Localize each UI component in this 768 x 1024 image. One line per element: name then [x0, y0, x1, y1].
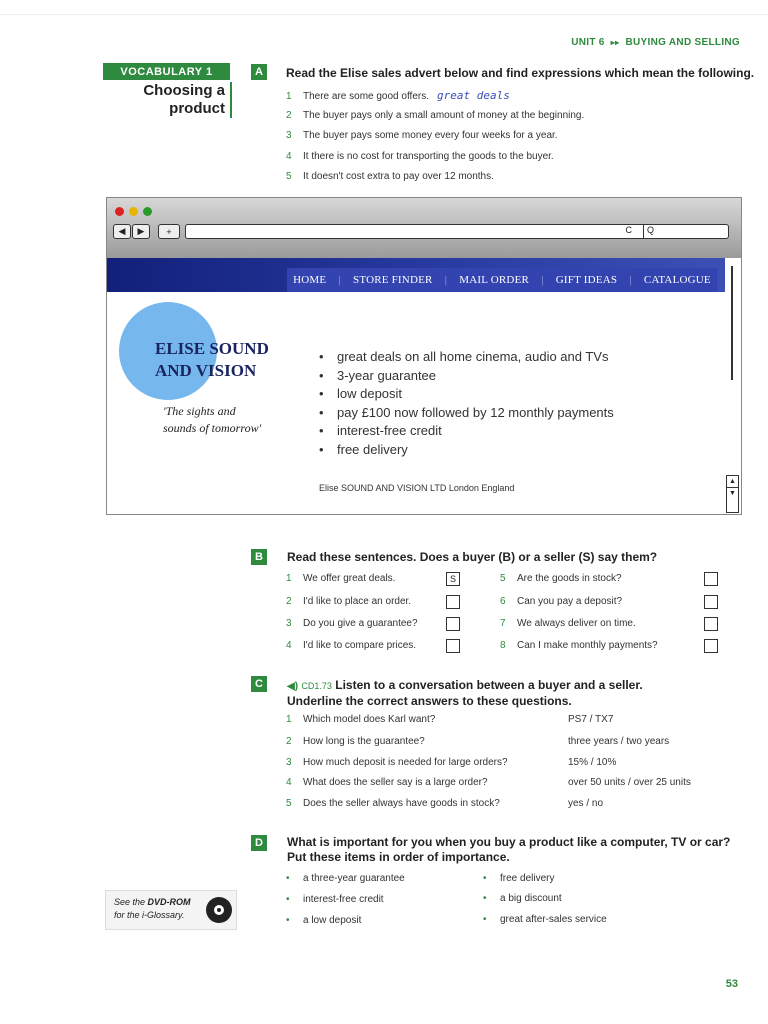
section-c-question: 4 What does the seller say is a large order?: [286, 777, 488, 788]
section-c-options[interactable]: 15% / 10%: [568, 757, 617, 768]
answer-checkbox[interactable]: [704, 572, 718, 586]
handwritten-answer: great deals: [437, 89, 510, 102]
dvd-rom-text: See the DVD-ROM for the i-Glossary.: [114, 897, 191, 920]
section-a-letter: A: [251, 64, 267, 80]
section-b-item: 7 We always deliver on time.: [500, 618, 636, 629]
nav-mail-order[interactable]: MAIL ORDER: [459, 274, 530, 286]
section-c-question: 2 How long is the guarantee?: [286, 736, 425, 747]
reload-icon[interactable]: C: [625, 225, 632, 235]
section-d-heading: What is important for you when you buy a product like a computer, TV or car? Put these items in order of importance.: [287, 835, 731, 864]
page-number: 53: [725, 978, 738, 990]
section-b-item: 1 We offer great deals.: [286, 573, 396, 584]
section-d-item: • free delivery: [483, 873, 555, 884]
answer-checkbox[interactable]: [704, 617, 718, 631]
section-c-options[interactable]: PS7 / TX7: [568, 714, 614, 725]
close-dot-icon[interactable]: [115, 207, 124, 216]
nav-gift-ideas[interactable]: GIFT IDEAS: [555, 274, 618, 286]
unit-number: UNIT 6: [571, 37, 605, 48]
answer-checkbox[interactable]: [446, 639, 460, 653]
section-d-item: • interest-free credit: [286, 894, 384, 905]
tagline: 'The sights and sounds of tomorrow': [163, 404, 262, 435]
double-arrow-icon: ▸▸: [610, 38, 620, 47]
section-a-heading: Read the Elise sales advert below and find expressions which mean the following.: [286, 66, 755, 80]
scroll-track[interactable]: [731, 266, 733, 380]
advert-bullets: [319, 348, 614, 460]
section-b-heading: Read these sentences. Does a buyer (B) or a seller (S) say them?: [287, 550, 658, 564]
disc-icon: [206, 897, 232, 923]
section-c-options[interactable]: three years / two years: [568, 736, 670, 747]
address-bar[interactable]: [185, 224, 729, 239]
section-title: Choosing a product: [103, 82, 232, 118]
cd-track: CD1.73: [301, 681, 332, 691]
section-c-heading: ◀) CD1.73 Listen to a conversation between a buyer and a seller. Underline the correct answers to these questions.: [287, 678, 643, 708]
section-a-item: 2 The buyer pays only a small amount of money at the beginning.: [286, 110, 585, 121]
answer-checkbox[interactable]: [704, 639, 718, 653]
section-c-question: 5 Does the seller always have goods in stock?: [286, 798, 500, 809]
section-d-item: • a low deposit: [286, 915, 362, 926]
section-d-item: • a three-year guarantee: [286, 873, 405, 884]
section-b-item: 5 Are the goods in stock?: [500, 573, 622, 584]
answer-checkbox[interactable]: [446, 617, 460, 631]
list-item: • 3-year guarantee: [319, 367, 614, 386]
answer-checkbox[interactable]: [704, 595, 718, 609]
nav-home[interactable]: HOME: [293, 274, 327, 286]
maximize-dot-icon[interactable]: [143, 207, 152, 216]
section-c-question: 3 How much deposit is needed for large orders?: [286, 757, 508, 768]
scrollbar[interactable]: [726, 475, 739, 513]
section-a-item: 5 It doesn't cost extra to pay over 12 months.: [286, 171, 494, 182]
section-a-item: 3 The buyer pays some money every four weeks for a year.: [286, 130, 558, 141]
site-navbar: [107, 258, 725, 292]
unit-topic: BUYING AND SELLING: [625, 37, 740, 48]
forward-arrow-icon[interactable]: ▶: [132, 224, 150, 239]
section-b-letter: B: [251, 549, 267, 565]
list-item: • free delivery: [319, 441, 614, 460]
section-c-options[interactable]: yes / no: [568, 798, 604, 809]
section-b-item: 6 Can you pay a deposit?: [500, 596, 623, 607]
browser-toolbar: [107, 198, 741, 258]
list-item: • great deals on all home cinema, audio and TVs: [319, 348, 614, 367]
unit-header: [571, 37, 740, 48]
section-a-item: 1 There are some good offers. great deals: [286, 89, 510, 102]
section-d-item: • a big discount: [483, 893, 562, 904]
section-b-item: 4 I'd like to compare prices.: [286, 640, 417, 651]
divider: |: [338, 274, 341, 286]
top-rule: [0, 14, 768, 15]
divider: |: [541, 274, 544, 286]
nav-links: [287, 268, 717, 292]
section-d-item: • great after-sales service: [483, 914, 607, 925]
brand-name: ELISE SOUND AND VISION: [155, 339, 269, 380]
section-b-item: 3 Do you give a guarantee?: [286, 618, 418, 629]
divider: [643, 224, 644, 238]
audio-icon[interactable]: ◀): [287, 681, 299, 692]
section-b-item: 8 Can I make monthly payments?: [500, 640, 658, 651]
divider: |: [629, 274, 632, 286]
list-item: • pay £100 now followed by 12 monthly payments: [319, 404, 614, 423]
back-arrow-icon[interactable]: ◀: [113, 224, 131, 239]
advert-footer: Elise SOUND AND VISION LTD London England: [319, 483, 515, 493]
nav-store-finder[interactable]: STORE FINDER: [353, 274, 433, 286]
browser-window: [106, 197, 742, 515]
section-c-options[interactable]: over 50 units / over 25 units: [568, 777, 691, 788]
search-icon[interactable]: Q: [646, 225, 654, 235]
section-b-item: 2 I'd like to place an order.: [286, 596, 412, 607]
section-c-question: 1 Which model does Karl want?: [286, 714, 436, 725]
add-tab-button[interactable]: +: [158, 224, 180, 239]
dvd-rom-note: [105, 890, 237, 930]
list-item: • interest-free credit: [319, 422, 614, 441]
answer-checkbox[interactable]: [446, 595, 460, 609]
section-a-item: 4 It there is no cost for transporting the goods to the buyer.: [286, 151, 554, 162]
nav-catalogue[interactable]: CATALOGUE: [643, 274, 711, 286]
section-d-letter: D: [251, 835, 267, 851]
answer-checkbox[interactable]: S: [446, 572, 460, 586]
vocabulary-label: VOCABULARY 1: [103, 63, 230, 80]
minimize-dot-icon[interactable]: [129, 207, 138, 216]
scroll-up-icon[interactable]: ▲: [727, 476, 738, 488]
divider: |: [444, 274, 448, 286]
list-item: • low deposit: [319, 385, 614, 404]
section-c-letter: C: [251, 676, 267, 692]
scroll-down-icon[interactable]: ▼: [729, 490, 736, 497]
